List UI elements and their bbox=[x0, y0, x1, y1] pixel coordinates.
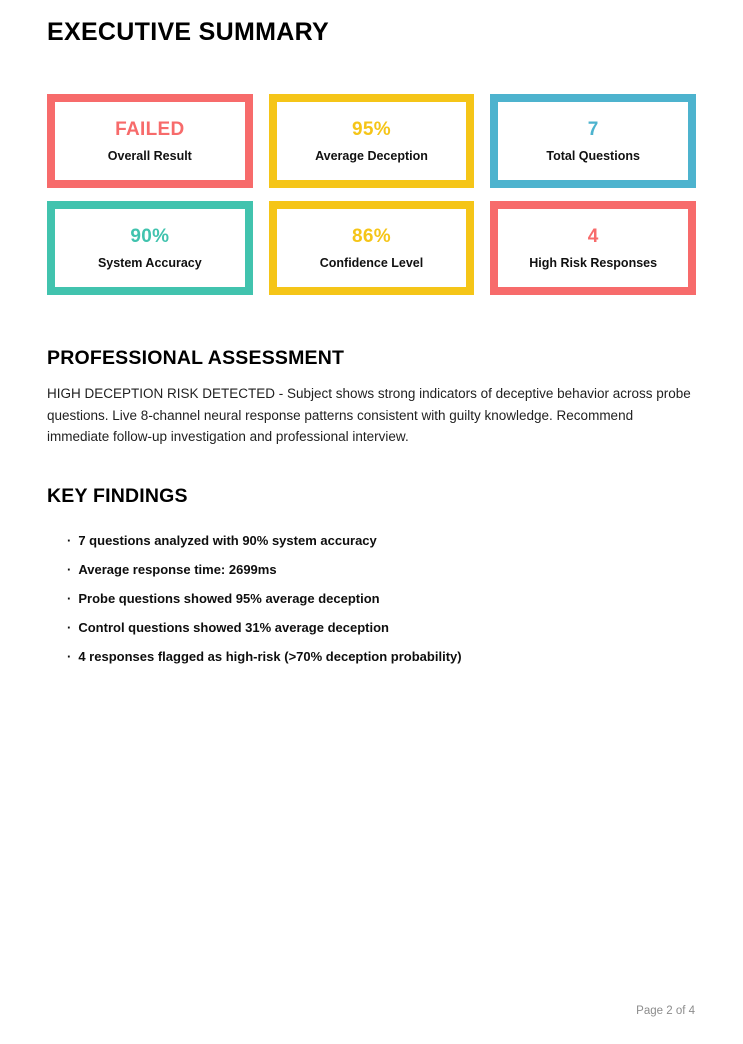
metric-card-overall-result bbox=[47, 94, 253, 188]
metric-value: 90% bbox=[130, 226, 170, 247]
key-findings-heading: KEY FINDINGS bbox=[47, 484, 188, 507]
bullet-dot: · bbox=[67, 561, 72, 577]
finding-text: Probe questions showed 95% average deception bbox=[78, 590, 380, 606]
finding-item bbox=[67, 590, 696, 607]
assessment-body: HIGH DECEPTION RISK DETECTED - Subject shows strong indicators of deceptive behavior across probe questions. Live 8-channel neural response patterns consistent with guilty knowledge. Recommend immediate follow-up investigation and professional interview. bbox=[47, 386, 691, 444]
bullet-dot: · bbox=[67, 532, 72, 548]
finding-text: Control questions showed 31% average deception bbox=[78, 619, 389, 635]
bullet-dot: · bbox=[67, 590, 72, 606]
metric-card-average-deception bbox=[269, 94, 475, 188]
metric-label: Average Deception bbox=[315, 149, 428, 163]
finding-item bbox=[67, 619, 696, 636]
finding-text: 7 questions analyzed with 90% system accuracy bbox=[78, 532, 377, 548]
metric-card-system-accuracy bbox=[47, 201, 253, 295]
finding-item bbox=[67, 648, 696, 665]
page-number: Page 2 of 4 bbox=[636, 1005, 695, 1017]
metric-card-confidence-level bbox=[269, 201, 475, 295]
metric-label: Total Questions bbox=[546, 149, 640, 163]
metric-label: High Risk Responses bbox=[529, 256, 658, 270]
metric-value: FAILED bbox=[115, 119, 185, 140]
bullet-dot: · bbox=[67, 619, 72, 635]
finding-item bbox=[67, 561, 696, 578]
page-title: EXECUTIVE SUMMARY bbox=[47, 18, 329, 46]
bullet-dot: · bbox=[67, 648, 72, 664]
assessment-heading: PROFESSIONAL ASSESSMENT bbox=[47, 347, 345, 369]
finding-text: 4 responses flagged as high-risk (>70% deception probability) bbox=[78, 648, 462, 664]
metric-value: 95% bbox=[352, 119, 391, 140]
metric-card-high-risk-responses bbox=[490, 201, 696, 295]
metric-value: 86% bbox=[352, 226, 391, 247]
finding-text: Average response time: 2699ms bbox=[78, 561, 277, 577]
metric-label: Confidence Level bbox=[319, 256, 424, 270]
metric-label: System Accuracy bbox=[97, 256, 202, 270]
metric-value: 7 bbox=[587, 119, 599, 140]
metric-label: Overall Result bbox=[107, 149, 192, 163]
metric-value: 4 bbox=[587, 226, 599, 247]
metric-card-total-questions bbox=[490, 94, 696, 188]
finding-item bbox=[67, 532, 696, 549]
metrics-grid bbox=[47, 94, 696, 295]
key-findings-list bbox=[47, 532, 696, 665]
